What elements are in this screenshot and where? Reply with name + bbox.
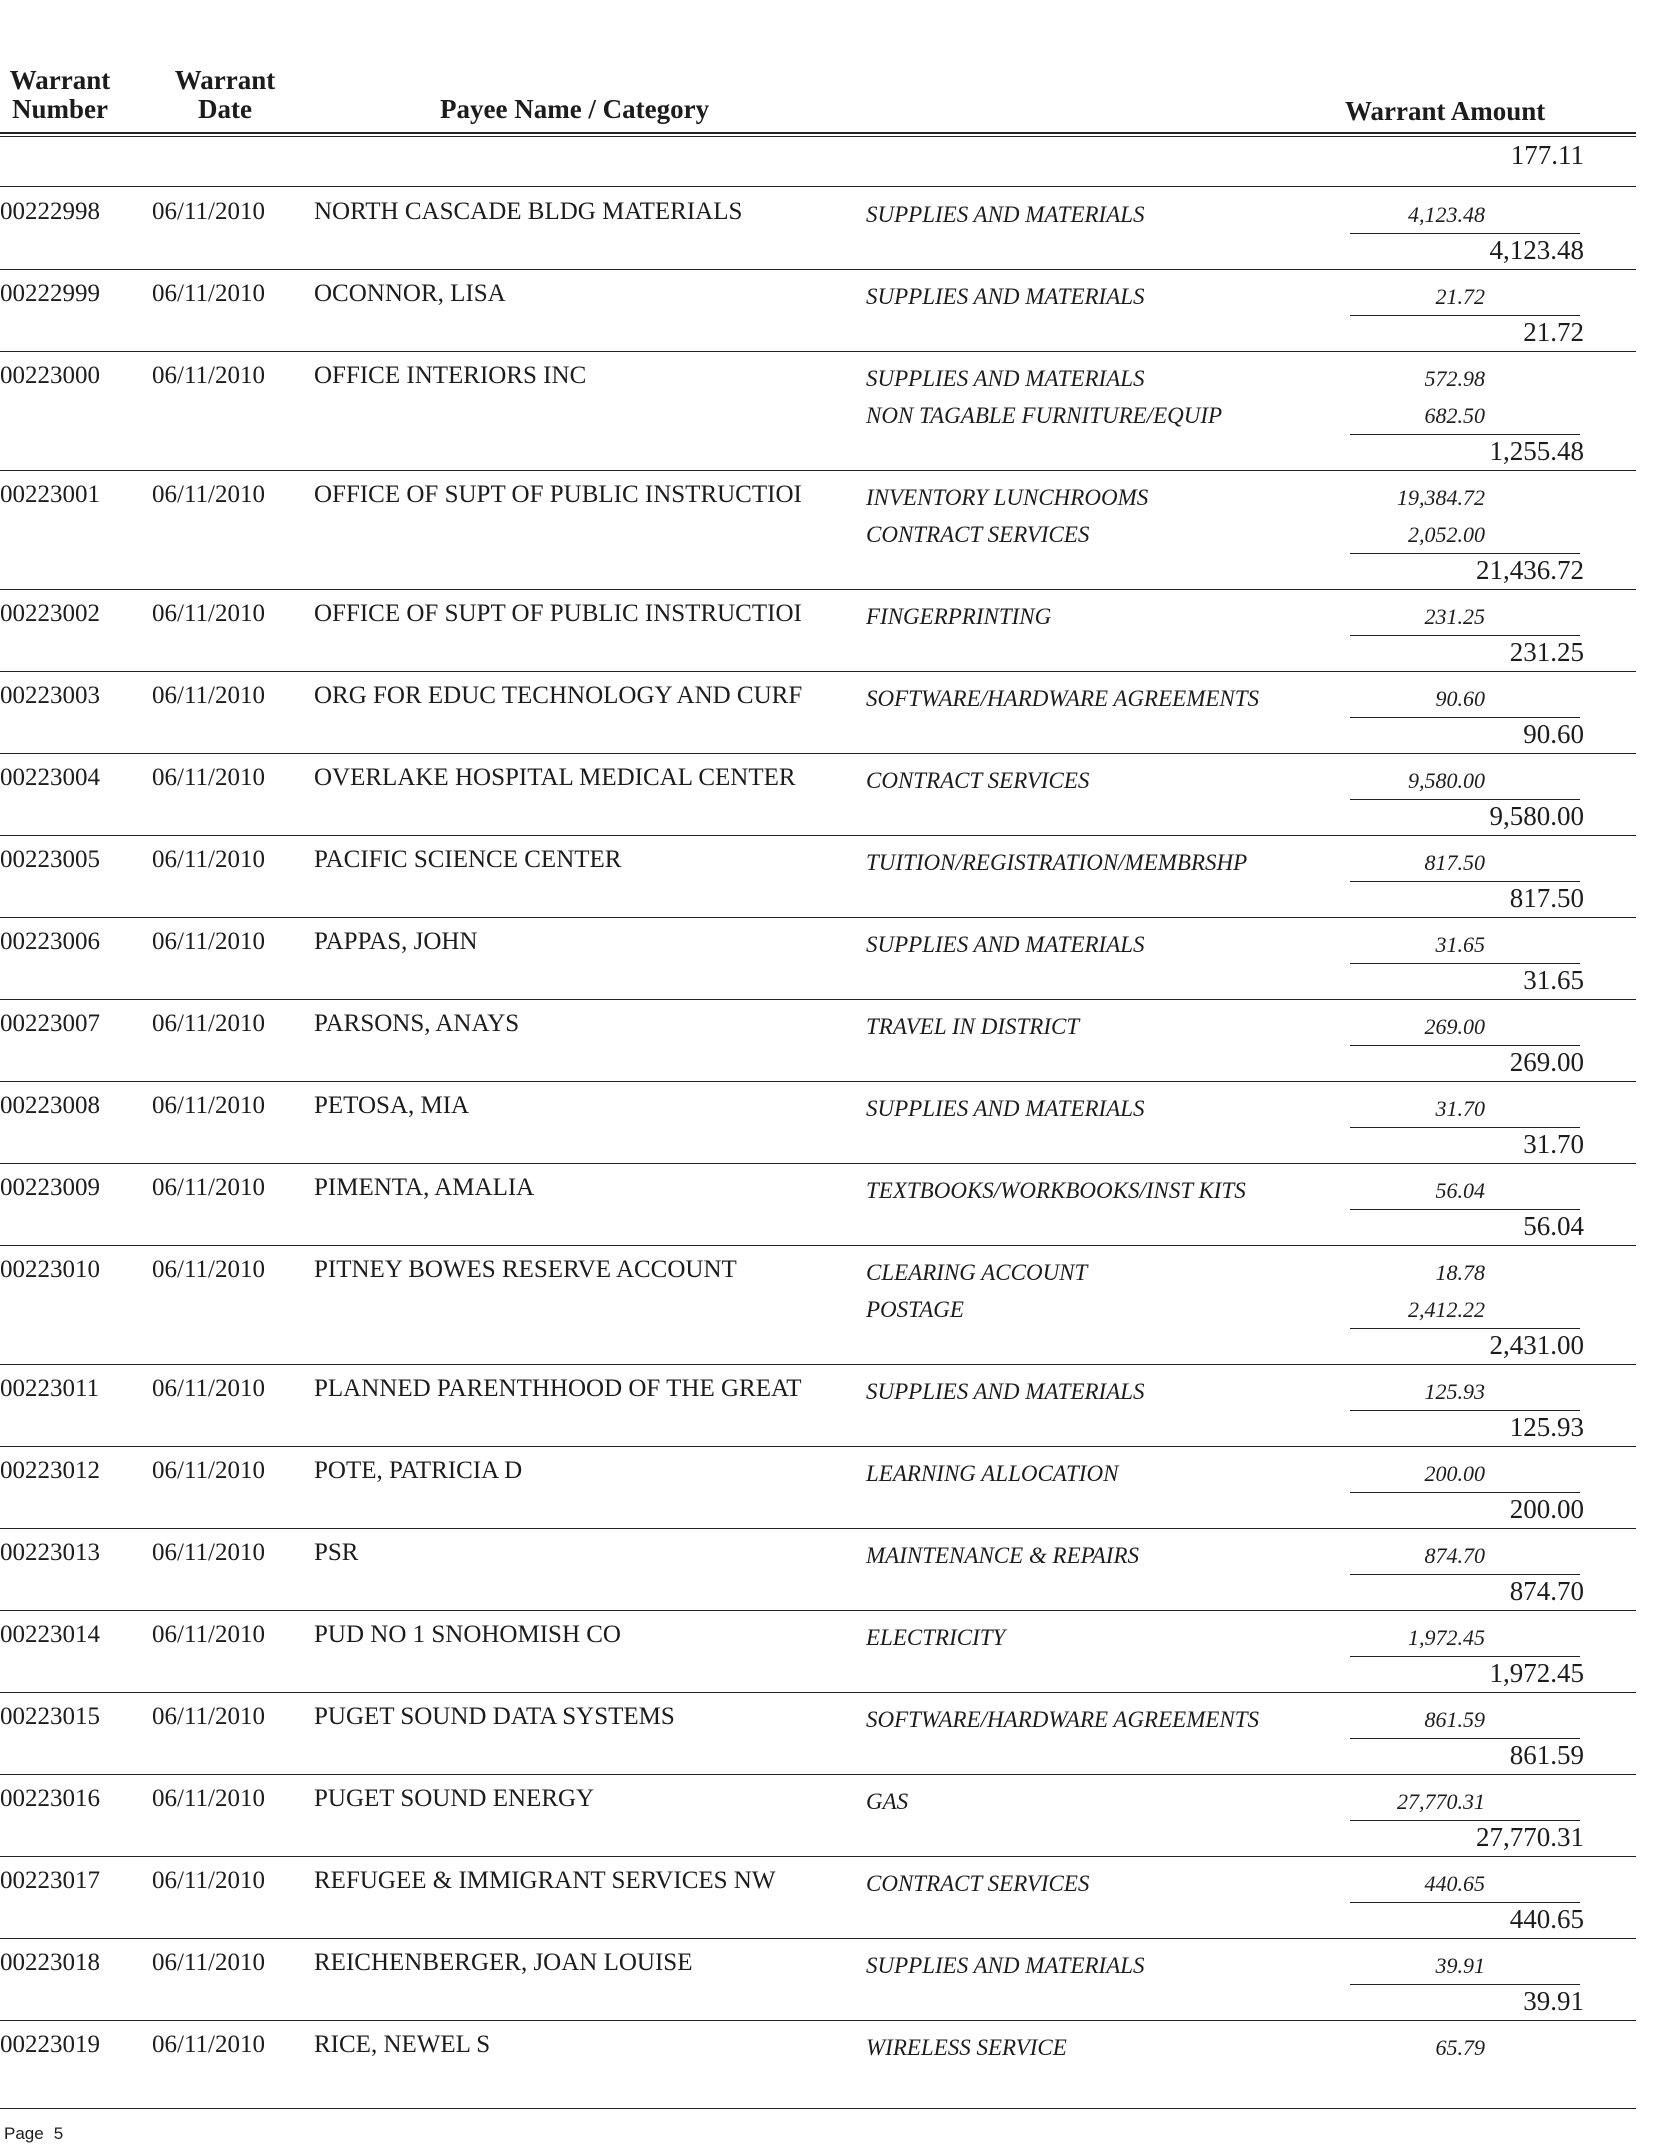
detail-amount-list xyxy=(1360,2035,1485,2072)
category: CLEARING ACCOUNT xyxy=(866,1260,1088,1285)
warrant-total: 440.65 xyxy=(1509,1904,1584,1934)
payee-name: OFFICE OF SUPT OF PUBLIC INSTRUCTIOI xyxy=(314,481,802,508)
payee-name: OFFICE OF SUPT OF PUBLIC INSTRUCTIOI xyxy=(314,600,802,627)
warrant-total: 1,972.45 xyxy=(1489,1658,1584,1688)
category: SUPPLIES AND MATERIALS xyxy=(866,1953,1145,1978)
warrant-number: 00223007 xyxy=(0,1010,100,1037)
warrant-total: 90.60 xyxy=(1523,719,1584,749)
detail-amount-list xyxy=(1360,1260,1485,1334)
category-list xyxy=(866,2035,1067,2072)
subtotal-rule xyxy=(1350,434,1580,435)
table-row xyxy=(0,471,1664,590)
category: TEXTBOOKS/WORKBOOKS/INST KITS xyxy=(866,1178,1246,1203)
warrant-date: 06/11/2010 xyxy=(152,1539,265,1566)
subtotal-rule xyxy=(1350,1902,1580,1903)
category-list xyxy=(866,202,1145,239)
category: POSTAGE xyxy=(866,1297,964,1322)
warrant-number: 00222999 xyxy=(0,280,100,307)
warrant-date: 06/11/2010 xyxy=(152,1092,265,1119)
table-row xyxy=(0,1164,1664,1246)
warrant-total: 269.00 xyxy=(1509,1047,1584,1077)
warrant-number: 00223012 xyxy=(0,1457,100,1484)
warrant-total: 31.65 xyxy=(1523,965,1584,995)
payee-name: PIMENTA, AMALIA xyxy=(314,1174,535,1201)
warrant-date: 06/11/2010 xyxy=(152,1785,265,1812)
detail-amount: 2,052.00 xyxy=(1408,522,1485,547)
warrant-total: 31.70 xyxy=(1523,1129,1584,1159)
warrant-number: 00223009 xyxy=(0,1174,100,1201)
payee-name: ORG FOR EDUC TECHNOLOGY AND CURF xyxy=(314,682,803,709)
warrant-total: 56.04 xyxy=(1523,1211,1584,1241)
category-list xyxy=(866,1625,1005,1662)
warrant-total: 861.59 xyxy=(1509,1740,1584,1770)
table-row xyxy=(0,1611,1664,1693)
category: TRAVEL IN DISTRICT xyxy=(866,1014,1080,1039)
subtotal-rule xyxy=(1350,1656,1580,1657)
category: SUPPLIES AND MATERIALS xyxy=(866,202,1145,227)
header-warrant-date: Warrant Date xyxy=(174,65,276,124)
table-row xyxy=(0,1082,1664,1164)
subtotal-rule xyxy=(1350,1410,1580,1411)
payee-name: PACIFIC SCIENCE CENTER xyxy=(314,846,622,873)
warrant-number: 00223008 xyxy=(0,1092,100,1119)
category: CONTRACT SERVICES xyxy=(866,522,1090,547)
subtotal-rule xyxy=(1350,233,1580,234)
table-row xyxy=(0,672,1664,754)
warrant-total: 27,770.31 xyxy=(1476,1822,1584,1852)
detail-amount: 2,412.22 xyxy=(1408,1297,1485,1322)
warrant-date: 06/11/2010 xyxy=(152,1949,265,1976)
subtotal-rule xyxy=(1350,1574,1580,1575)
payee-name: POTE, PATRICIA D xyxy=(314,1457,523,1484)
table-row xyxy=(0,188,1664,270)
detail-amount: 21.72 xyxy=(1435,284,1485,309)
detail-amount: 19,384.72 xyxy=(1397,485,1485,510)
category: CONTRACT SERVICES xyxy=(866,768,1090,793)
subtotal-rule xyxy=(1350,1209,1580,1210)
category-list xyxy=(866,1461,1118,1498)
table-row xyxy=(0,590,1664,672)
detail-amount: 27,770.31 xyxy=(1397,1789,1485,1814)
warrant-number: 00223015 xyxy=(0,1703,100,1730)
category-list xyxy=(866,1789,908,1826)
warrant-date: 06/11/2010 xyxy=(152,764,265,791)
payee-name: PETOSA, MIA xyxy=(314,1092,470,1119)
detail-amount: 125.93 xyxy=(1424,1379,1485,1404)
payee-name: RICE, NEWEL S xyxy=(314,2031,491,2058)
category-list xyxy=(866,485,1148,559)
category-list xyxy=(866,1178,1246,1215)
payee-name: NORTH CASCADE BLDG MATERIALS xyxy=(314,198,743,225)
warrant-number: 00223011 xyxy=(0,1375,100,1402)
warrant-number: 00223013 xyxy=(0,1539,100,1566)
warrant-total: 874.70 xyxy=(1509,1576,1584,1606)
category: FINGERPRINTING xyxy=(866,604,1052,629)
detail-amount: 200.00 xyxy=(1424,1461,1485,1486)
bottom-rule xyxy=(0,2108,1636,2109)
payee-name: PUGET SOUND DATA SYSTEMS xyxy=(314,1703,675,1730)
detail-amount-list xyxy=(1360,485,1485,559)
warrant-date: 06/11/2010 xyxy=(152,1867,265,1894)
warrant-number: 00223014 xyxy=(0,1621,100,1648)
subtotal-rule xyxy=(1350,799,1580,800)
warrant-number: 00222998 xyxy=(0,198,100,225)
table-row xyxy=(0,1447,1664,1529)
warrant-date: 06/11/2010 xyxy=(152,198,265,225)
category-list xyxy=(866,1543,1139,1580)
detail-amount: 874.70 xyxy=(1424,1543,1485,1568)
table-row xyxy=(0,836,1664,918)
detail-amount: 861.59 xyxy=(1424,1707,1485,1732)
table-row xyxy=(0,918,1664,1000)
warrant-date: 06/11/2010 xyxy=(152,1010,265,1037)
category: INVENTORY LUNCHROOMS xyxy=(866,485,1149,510)
table-row xyxy=(0,1246,1664,1365)
warrant-total: 39.91 xyxy=(1523,1986,1584,2016)
category-list xyxy=(866,366,1222,440)
warrant-date: 06/11/2010 xyxy=(152,1621,265,1648)
category: LEARNING ALLOCATION xyxy=(866,1461,1119,1486)
subtotal-rule xyxy=(1350,1045,1580,1046)
category: GAS xyxy=(866,1789,909,1814)
payee-name: PUGET SOUND ENERGY xyxy=(314,1785,595,1812)
warrant-date: 06/11/2010 xyxy=(152,280,265,307)
table-row xyxy=(0,1693,1664,1775)
payee-name: REICHENBERGER, JOAN LOUISE xyxy=(314,1949,693,1976)
table-row xyxy=(0,754,1664,836)
detail-amount: 269.00 xyxy=(1424,1014,1485,1039)
detail-amount: 682.50 xyxy=(1424,403,1485,428)
warrant-number: 00223006 xyxy=(0,928,100,955)
subtotal-rule xyxy=(1350,963,1580,964)
detail-amount: 231.25 xyxy=(1424,604,1485,629)
warrant-number: 00223004 xyxy=(0,764,100,791)
category-list xyxy=(866,932,1145,969)
warrant-number: 00223000 xyxy=(0,362,100,389)
category: SOFTWARE/HARDWARE AGREEMENTS xyxy=(866,1707,1260,1732)
detail-amount: 31.70 xyxy=(1435,1096,1485,1121)
category-list xyxy=(866,1871,1089,1908)
detail-amount: 18.78 xyxy=(1435,1260,1485,1285)
warrant-number: 00223002 xyxy=(0,600,100,627)
category-list xyxy=(866,284,1145,321)
warrant-total: 4,123.48 xyxy=(1489,235,1584,265)
warrant-total: 21.72 xyxy=(1523,317,1584,347)
header-warrant-amount: Warrant Amount xyxy=(1345,96,1546,126)
table-row xyxy=(0,1939,1664,2021)
category-list xyxy=(866,768,1089,805)
category: MAINTENANCE & REPAIRS xyxy=(866,1543,1140,1568)
warrant-total: 2,431.00 xyxy=(1489,1330,1584,1360)
table-row xyxy=(0,1775,1664,1857)
category: TUITION/REGISTRATION/MEMBRSHP xyxy=(866,850,1248,875)
warrant-date: 06/11/2010 xyxy=(152,1256,265,1283)
category: CONTRACT SERVICES xyxy=(866,1871,1090,1896)
category-list xyxy=(866,604,1051,641)
warrant-total: 231.25 xyxy=(1509,637,1584,667)
page-number: 5 xyxy=(53,2124,64,2143)
header-warrant-number: Warrant Number xyxy=(9,65,111,124)
warrant-date: 06/11/2010 xyxy=(152,481,265,508)
warrant-date: 06/11/2010 xyxy=(152,1174,265,1201)
payee-name: PAPPAS, JOHN xyxy=(314,928,478,955)
category: SUPPLIES AND MATERIALS xyxy=(866,1379,1145,1404)
warrant-number: 00223017 xyxy=(0,1867,100,1894)
category: SOFTWARE/HARDWARE AGREEMENTS xyxy=(866,686,1260,711)
category-list xyxy=(866,850,1247,887)
warrant-number: 00223010 xyxy=(0,1256,100,1283)
subtotal-rule xyxy=(1350,1820,1580,1821)
payee-name: PARSONS, ANAYS xyxy=(314,1010,520,1037)
header-payee-category: Payee Name / Category xyxy=(440,94,710,124)
warrant-date: 06/11/2010 xyxy=(152,846,265,873)
detail-amount: 572.98 xyxy=(1424,366,1485,391)
category: WIRELESS SERVICE xyxy=(866,2035,1067,2060)
detail-amount: 90.60 xyxy=(1435,686,1485,711)
detail-amount: 1,972.45 xyxy=(1408,1625,1485,1650)
category: SUPPLIES AND MATERIALS xyxy=(866,932,1145,957)
detail-amount: 817.50 xyxy=(1424,850,1485,875)
subtotal-rule xyxy=(1350,1738,1580,1739)
payee-name: OFFICE INTERIORS INC xyxy=(314,362,587,389)
warrant-date: 06/11/2010 xyxy=(152,600,265,627)
warrant-date: 06/11/2010 xyxy=(152,1375,265,1402)
category: NON TAGABLE FURNITURE/EQUIP xyxy=(866,403,1223,428)
warrant-total: 21,436.72 xyxy=(1476,555,1584,585)
category-list xyxy=(866,1260,1087,1334)
page-label: Page xyxy=(4,2124,44,2143)
detail-amount: 65.79 xyxy=(1435,2035,1485,2060)
row-separator xyxy=(0,186,1636,187)
detail-amount-list xyxy=(1360,366,1485,440)
subtotal-rule xyxy=(1350,881,1580,882)
warrant-date: 06/11/2010 xyxy=(152,682,265,709)
subtotal-rule xyxy=(1350,1328,1580,1329)
subtotal-rule xyxy=(1350,1984,1580,1985)
page-footer xyxy=(4,2124,73,2144)
detail-amount: 9,580.00 xyxy=(1408,768,1485,793)
warrant-total: 200.00 xyxy=(1509,1494,1584,1524)
table-row xyxy=(0,1529,1664,1611)
warrant-number: 00223003 xyxy=(0,682,100,709)
warrant-number: 00223005 xyxy=(0,846,100,873)
table-row xyxy=(0,270,1664,352)
category: SUPPLIES AND MATERIALS xyxy=(866,284,1145,309)
payee-name: OCONNOR, LISA xyxy=(314,280,506,307)
payee-name: OVERLAKE HOSPITAL MEDICAL CENTER xyxy=(314,764,796,791)
header-rule xyxy=(0,132,1636,134)
subtotal-rule xyxy=(1350,635,1580,636)
detail-amount: 31.65 xyxy=(1435,932,1485,957)
detail-amount: 56.04 xyxy=(1435,1178,1485,1203)
payee-name: REFUGEE & IMMIGRANT SERVICES NW xyxy=(314,1867,776,1894)
warrant-date: 06/11/2010 xyxy=(152,362,265,389)
category-list xyxy=(866,1953,1145,1990)
carried-total: 177.11 xyxy=(1510,140,1584,170)
category-list xyxy=(866,686,1259,723)
warrant-date: 06/11/2010 xyxy=(152,2031,265,2058)
warrant-number: 00223019 xyxy=(0,2031,100,2058)
subtotal-rule xyxy=(1350,717,1580,718)
category: SUPPLIES AND MATERIALS xyxy=(866,1096,1145,1121)
category: SUPPLIES AND MATERIALS xyxy=(866,366,1145,391)
category-list xyxy=(866,1096,1145,1133)
warrant-date: 06/11/2010 xyxy=(152,928,265,955)
subtotal-rule xyxy=(1350,553,1580,554)
detail-amount: 4,123.48 xyxy=(1408,202,1485,227)
payee-name: PITNEY BOWES RESERVE ACCOUNT xyxy=(314,1256,737,1283)
warrant-total: 1,255.48 xyxy=(1489,436,1584,466)
warrant-number: 00223001 xyxy=(0,481,100,508)
table-row xyxy=(0,1857,1664,1939)
warrant-total: 817.50 xyxy=(1509,883,1584,913)
subtotal-rule xyxy=(1350,1127,1580,1128)
subtotal-rule xyxy=(1350,315,1580,316)
category-list xyxy=(866,1379,1145,1416)
warrant-number: 00223018 xyxy=(0,1949,100,1976)
header-rule-thin xyxy=(0,136,1636,137)
category-list xyxy=(866,1707,1259,1744)
warrant-total: 125.93 xyxy=(1509,1412,1584,1442)
table-row xyxy=(0,2021,1664,2103)
table-row xyxy=(0,1000,1664,1082)
subtotal-rule xyxy=(1350,1492,1580,1493)
table-row xyxy=(0,352,1664,471)
payee-name: PLANNED PARENTHHOOD OF THE GREAT xyxy=(314,1375,802,1402)
detail-amount: 39.91 xyxy=(1435,1953,1485,1978)
category-list xyxy=(866,1014,1079,1051)
payee-name: PSR xyxy=(314,1539,359,1566)
warrant-date: 06/11/2010 xyxy=(152,1703,265,1730)
warrant-number: 00223016 xyxy=(0,1785,100,1812)
warrant-total: 9,580.00 xyxy=(1489,801,1584,831)
detail-amount: 440.65 xyxy=(1424,1871,1485,1896)
warrant-date: 06/11/2010 xyxy=(152,1457,265,1484)
table-row xyxy=(0,1365,1664,1447)
category: ELECTRICITY xyxy=(866,1625,1006,1650)
payee-name: PUD NO 1 SNOHOMISH CO xyxy=(314,1621,621,1648)
